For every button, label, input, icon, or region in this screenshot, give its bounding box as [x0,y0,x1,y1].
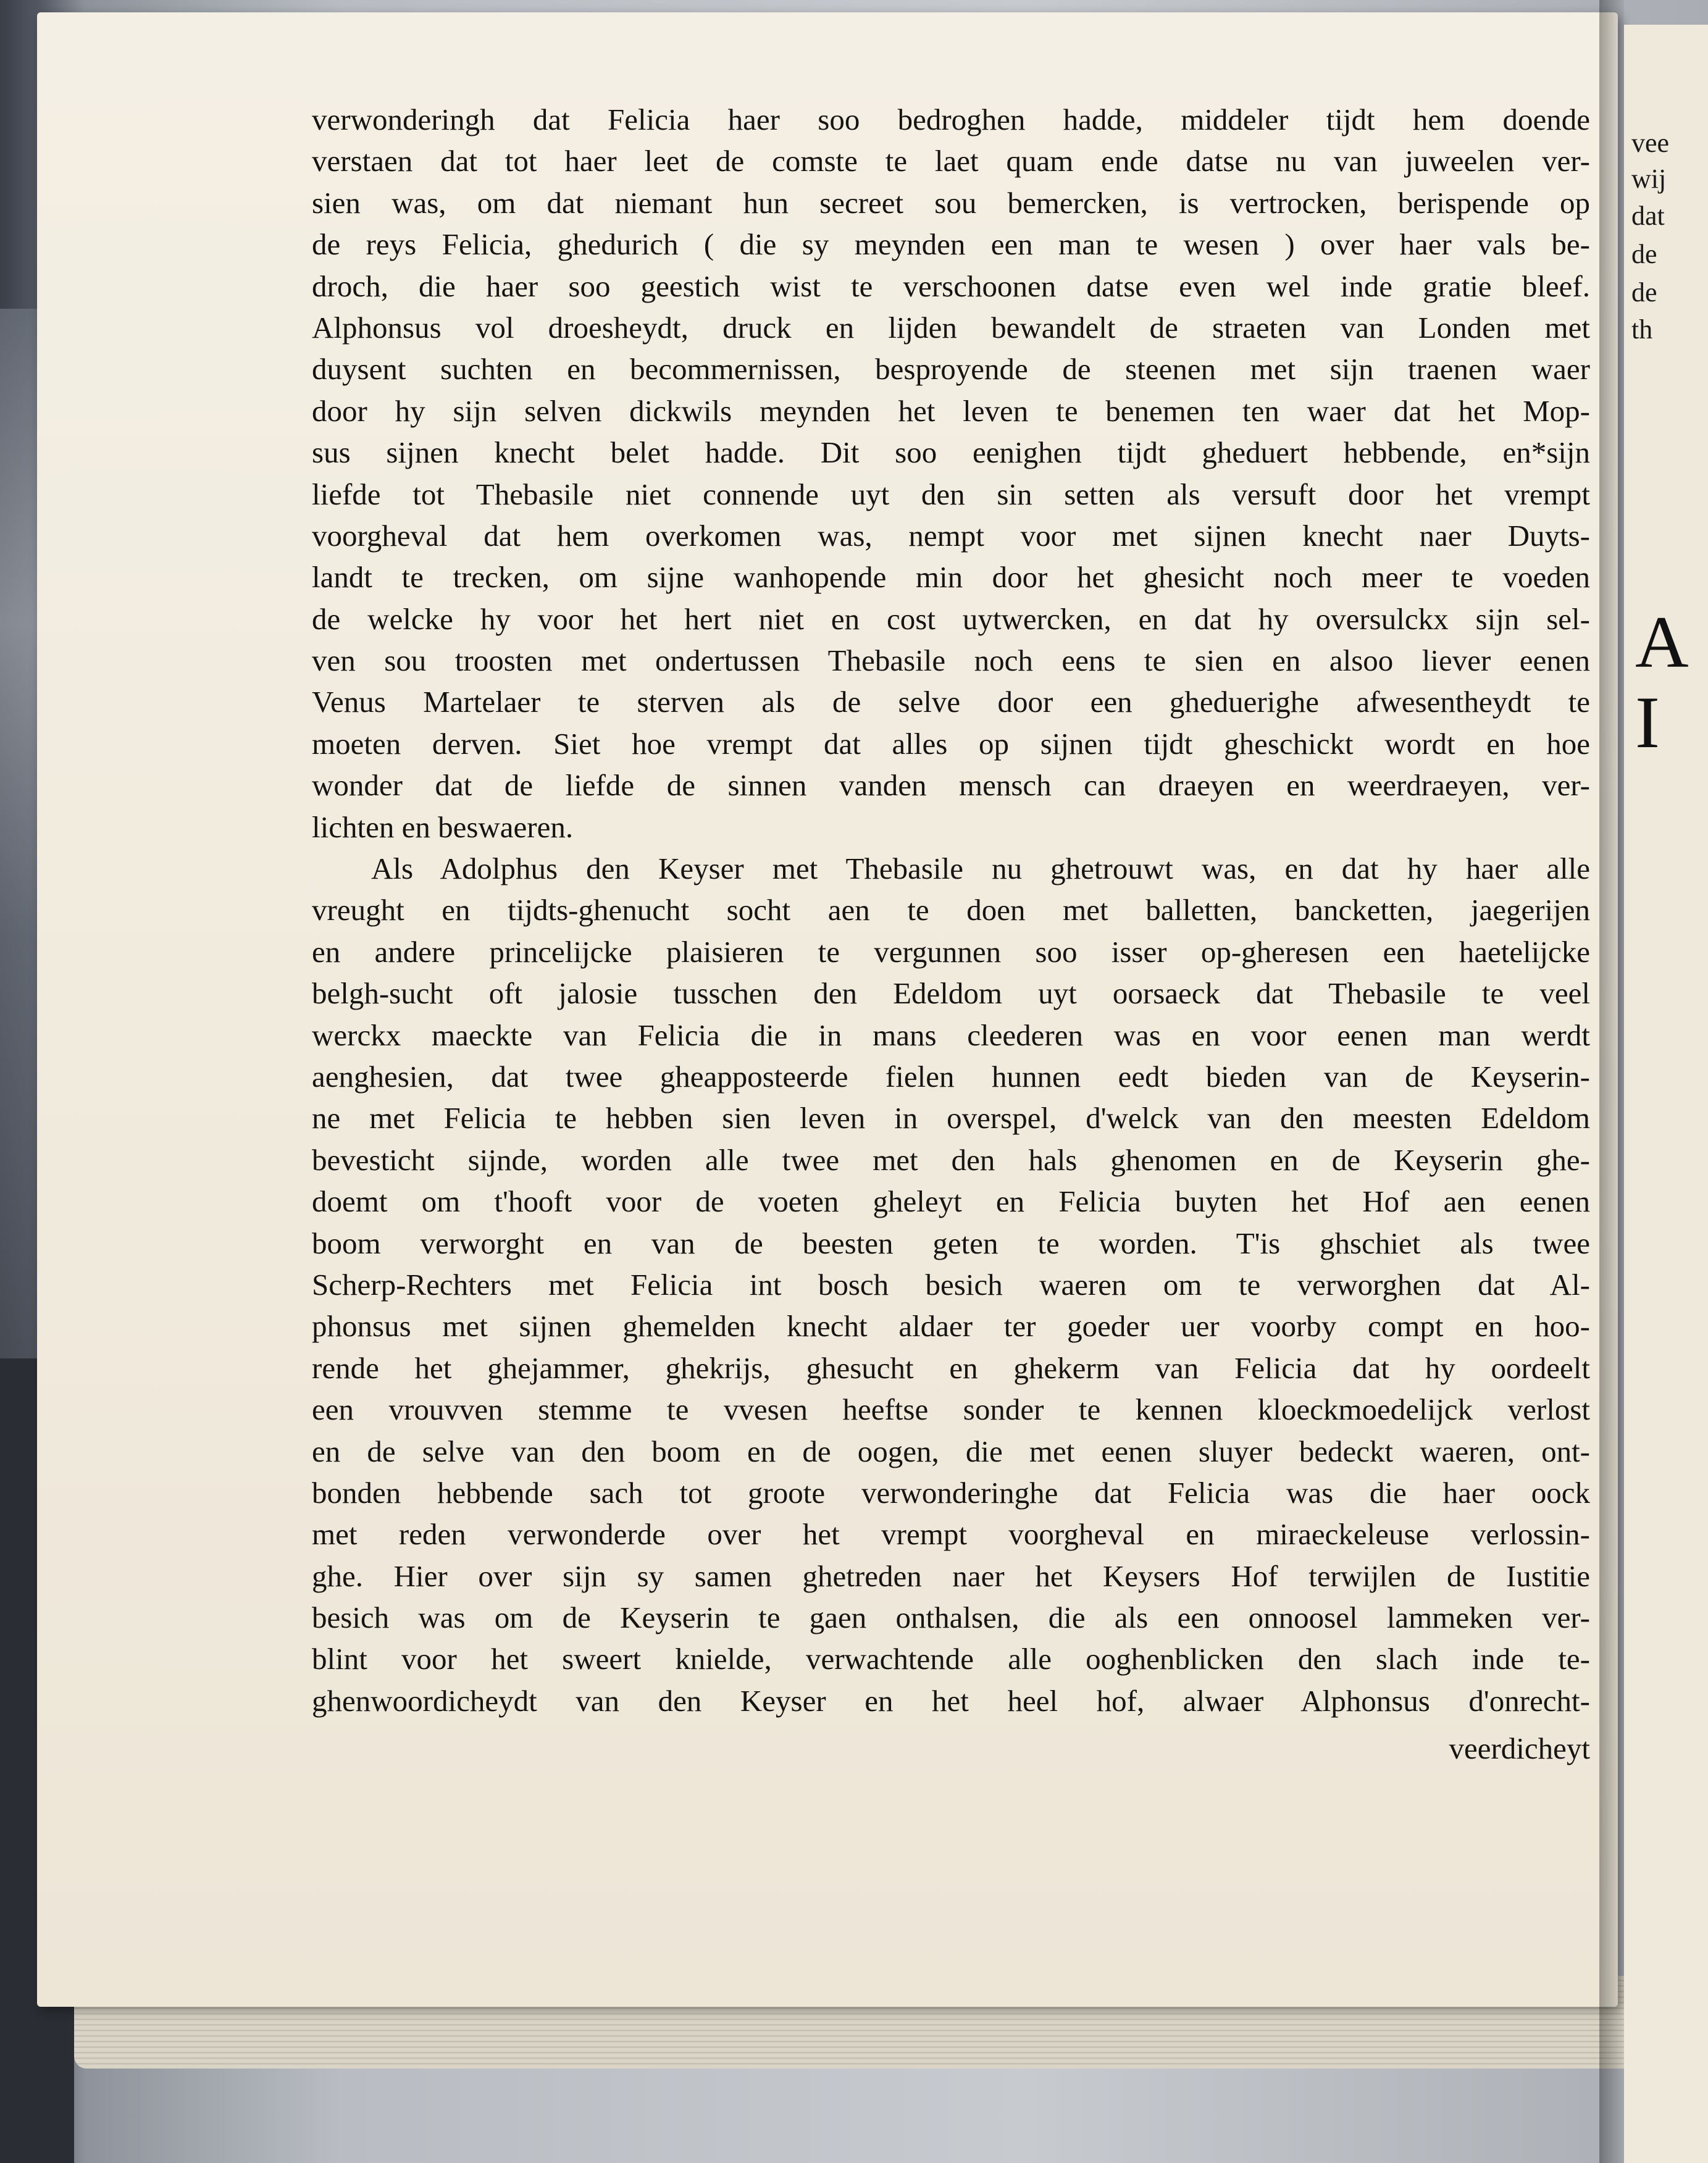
text-line: bonden hebbende sach tot groote verwonderinghe dat Felicia was die haer oock [312,1475,1590,1510]
text-line: Alphonsus vol droesheydt, druck en lijden bewandelt de straeten van Londen met [312,310,1590,345]
text-line: ven sou troosten met ondertussen Thebasile noch eens te sien en alsoo liever eenen [312,643,1590,678]
text-line: aenghesien, dat twee gheapposteerde fielen hunnen eedt bieden van de Keyserin- [312,1059,1590,1094]
text-line: blint voor het sweert knielde, verwachtende alle ooghenblicken den slach inde te- [312,1642,1590,1676]
adjacent-page-fragment: th [1631,314,1653,345]
text-line: Scherp-Rechters met Felicia int bosch besich waeren om te verworghen dat Al- [312,1267,1590,1302]
adjacent-page-fragment: dat [1631,201,1665,231]
adjacent-page-fragment: wij [1631,164,1667,194]
adjacent-page [1624,25,1708,2163]
adjacent-page-fragment: de [1631,239,1657,269]
text-line: landt te trecken, om sijne wanhopende min door het ghesicht noch meer te voeden [312,560,1590,595]
text-line: met reden verwonderde over het vrempt voorgheval en miraeckeleuse verlossin- [312,1517,1590,1552]
text-line: de welcke hy voor het hert niet en cost uytwercken, en dat hy oversulckx sijn sel- [312,601,1590,636]
text-line: door hy sijn selven dickwils meynden het leven te benemen ten waer dat het Mop- [312,393,1590,428]
text-line: en de selve van den boom en de oogen, die met eenen sluyer bedeckt waeren, ont- [312,1434,1590,1468]
text-line: een vrouvven stemme te vvesen heeftse sonder te kennen kloeckmoedelijck verlost [312,1392,1590,1427]
text-line: moeten derven. Siet hoe vrempt dat alles op sijnen tijdt gheschickt wordt en hoe [312,726,1590,761]
page-text [312,99,1590,1770]
text-line: de reys Felicia, ghedurich ( die sy meynden een man te wesen ) over haer vals be- [312,227,1590,262]
text-line: ghenwoordicheydt van den Keyser en het heel hof, alwaer Alphonsus d'onrecht- [312,1683,1590,1718]
text-line: boom verworght en van de beesten geten te worden. T'is ghschiet als twee [312,1226,1590,1260]
text-line: verwonderingh dat Felicia haer soo bedroghen hadde, middeler tijdt hem doende [312,103,1590,136]
adjacent-page-fragment: de [1631,277,1657,308]
text-line: wonder dat de liefde de sinnen vanden mensch can draeyen en weerdraeyen, ver- [312,768,1590,803]
adjacent-page-large-letter: A [1635,601,1689,683]
adjacent-page-large-letter: I [1635,681,1660,763]
text-line: vreught en tijdts-ghenucht socht aen te doen met balletten, bancketten, jaegerijen [312,893,1590,927]
text-line: phonsus met sijnen ghemelden knecht aldaer ter goeder uer voorby compt en hoo- [312,1309,1590,1344]
book-gutter [1599,0,1624,2163]
text-line: voorgheval dat hem overkomen was, nempt voor met sijnen knecht naer Duyts- [312,518,1590,553]
text-line: besich was om de Keyserin te gaen onthalsen, die als een onnoosel lammeken ver- [312,1600,1590,1635]
text-line: lichten en beswaeren. [312,810,574,844]
text-line: belgh-sucht oft jalosie tusschen den Edeldom uyt oorsaeck dat Thebasile te veel [312,976,1590,1011]
text-line: bevesticht sijnde, worden alle twee met den hals ghenomen en de Keyserin ghe- [312,1142,1590,1177]
text-line: en andere princelijcke plaisieren te vergunnen soo isser op-gheresen een haetelijcke [312,934,1590,969]
text-line: werckx maeckte van Felicia die in mans cleederen was en voor eenen man werdt [312,1018,1590,1052]
adjacent-page-fragment: vee [1631,128,1670,158]
text-line: ghe. Hier over sijn sy samen ghetreden naer het Keysers Hof terwijlen de Iustitie [312,1558,1590,1593]
text-line: duysent suchten en becommernissen, besproyende de steenen met sijn traenen waer [312,352,1590,387]
text-line: verstaen dat tot haer leet de comste te laet quam ende datse nu van juweelen ver- [312,144,1590,178]
catchword: veerdicheyt [1449,1731,1590,1766]
text-line: liefde tot Thebasile niet connende uyt den sin setten als versuft door het vrempt [312,477,1590,511]
text-line: droch, die haer soo geestich wist te verschoonen datse even wel inde gratie bleef. [312,269,1590,303]
text-line: Venus Martelaer te sterven als de selve door een gheduerighe afwesentheydt te [312,685,1590,719]
text-line: sien was, om dat niemant hun secreet sou bemercken, is vertrocken, berispende op [312,185,1590,220]
text-line: sus sijnen knecht belet hadde. Dit soo eenighen tijdt gheduert hebbende, en*sijn [312,435,1590,470]
text-line: rende het ghejammer, ghekrijs, ghesucht en ghekerm van Felicia dat hy oordeelt [312,1350,1590,1385]
text-line: doemt om t'hooft voor de voeten gheleyt en Felicia buyten het Hof aen eenen [312,1184,1590,1219]
paragraph-first-line: Als Adolphus den Keyser met Thebasile nu ghetrouwt was, en dat hy haer alle [371,851,1590,886]
text-line: ne met Felicia te hebben sien leven in overspel, d'welck van den meesten Edeldom [312,1101,1590,1136]
